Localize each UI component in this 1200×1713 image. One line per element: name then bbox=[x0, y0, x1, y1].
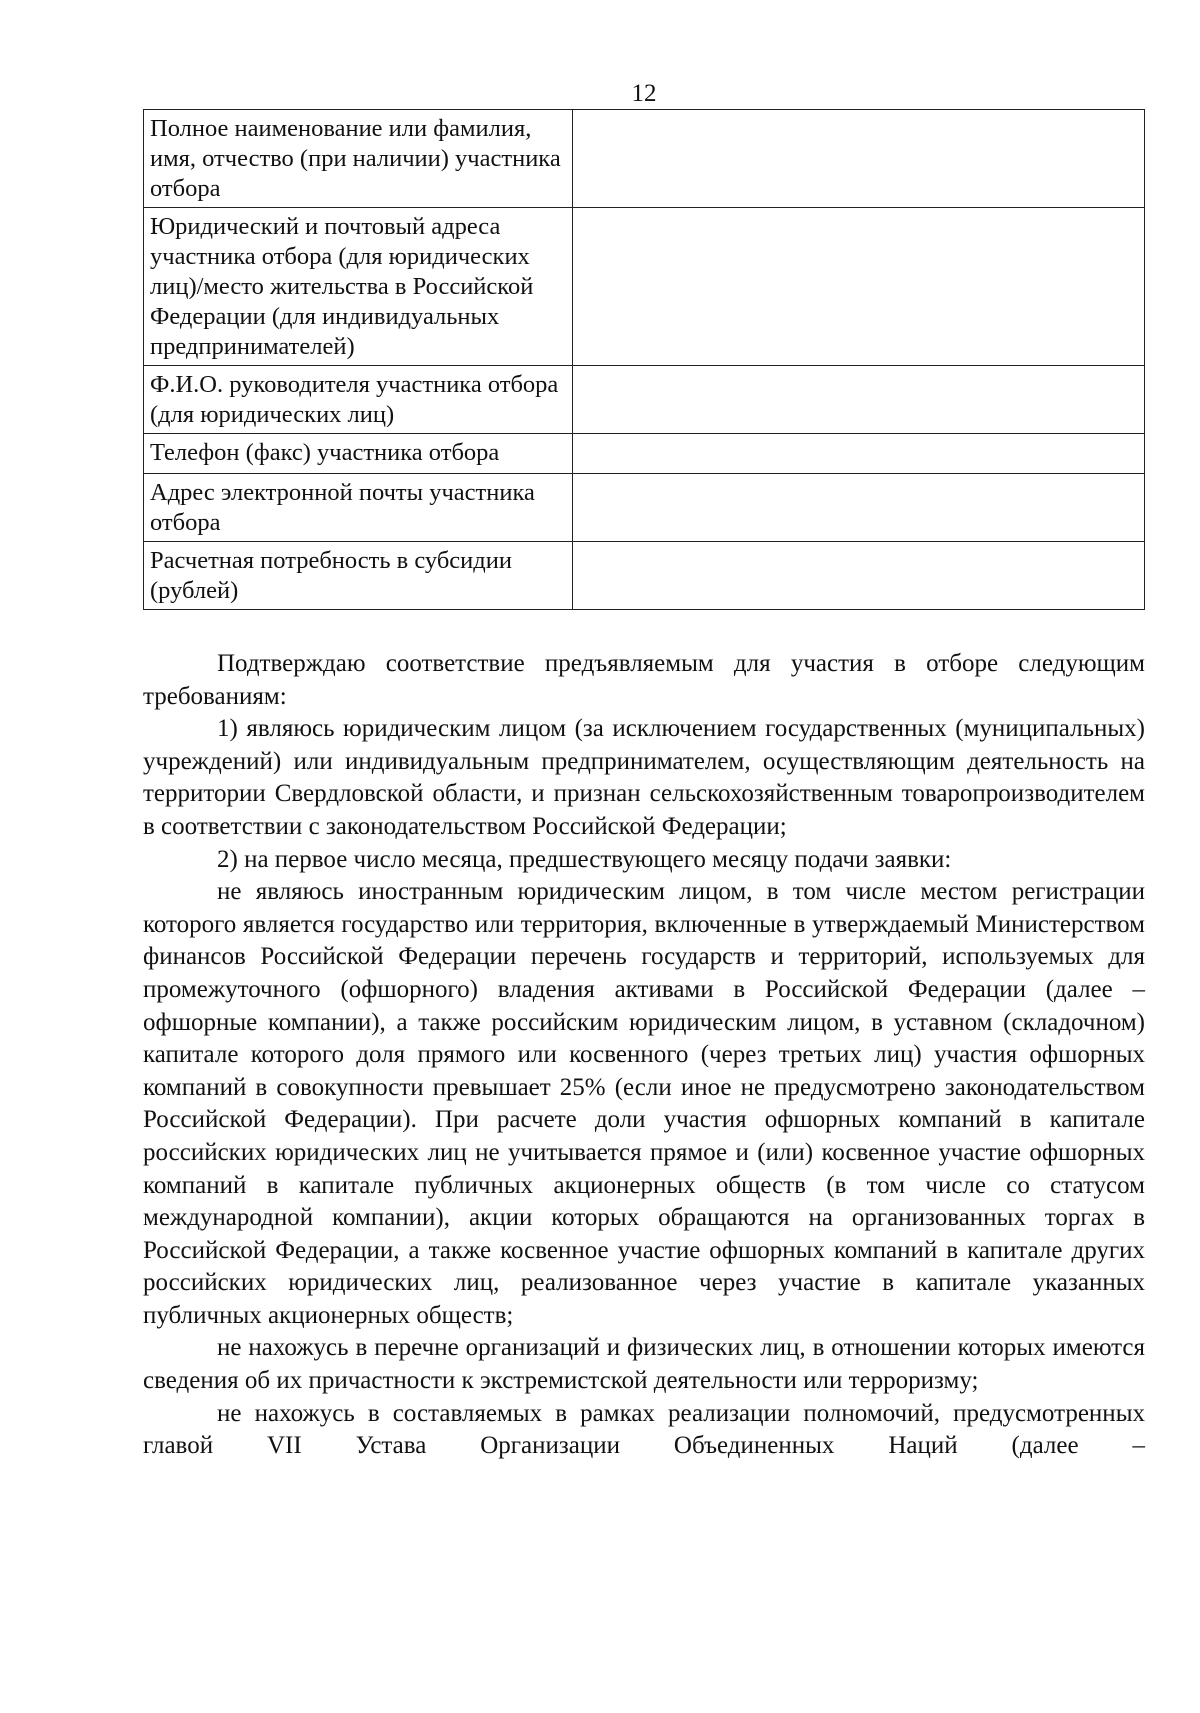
page-number: 12 bbox=[631, 80, 657, 107]
table-row-value bbox=[572, 434, 1144, 474]
table-row bbox=[144, 366, 1145, 434]
paragraph-requirement-2: 2) на первое число месяца, предшествующего месяцу подачи заявки: bbox=[217, 845, 952, 873]
applicant-info-table bbox=[143, 109, 1145, 610]
paragraph-confirmation: Подтверждаю соответствие предъявляемым для участия в отборе следующим требованиям: bbox=[143, 650, 1145, 710]
table-row bbox=[144, 110, 1145, 208]
table-row-value bbox=[572, 110, 1144, 208]
table-row bbox=[144, 208, 1145, 366]
table-row-value bbox=[572, 474, 1144, 542]
table-row-label: Адрес электронной почты участника отбора bbox=[144, 474, 573, 542]
table-row-value bbox=[572, 208, 1144, 366]
body-text bbox=[143, 648, 1145, 1463]
table-row-label: Расчетная потребность в субсидии (рублей) bbox=[144, 542, 573, 610]
paragraph-offshore: не являюсь иностранным юридическим лицом, в том числе местом регистрации которого является государство или территория, включенные в утверждаемый Министерством финансов Российской Федерации перечень государств и территорий, используемых для промежуточного (офшорного) владения активами в Российской Федерации (далее – офшорные компании), а также российским юридическим лицом, в уставном (складочном) капитале которого доля прямого или косвенного (через третьих лиц) участия офшорных компаний в совокупности превышает 25% (если иное не предусмотрено законодательством Российской Федерации). При расчете доли участия офшорных компаний в капитале российских юридических лиц не учитывается прямое и (или) косвенное участие офшорных компаний в капитале публичных акционерных обществ (в том числе со статусом международной компании), акции которых обращаются на организованных торгах в Российской Федерации, а также косвенное участие офшорных компаний в капитале других российских юридических лиц, реализованное через участие в капитале указанных публичных акционерных обществ; bbox=[143, 878, 1145, 1329]
table-row bbox=[144, 542, 1145, 610]
paragraph-requirement-1: 1) являюсь юридическим лицом (за исключением государственных (муниципальных) учреждений) или индивидуальным предпринимателем, осуществляющим деятельность на территории Свердловской области, и признан сельскохозяйственным товаропроизводителем в соответствии с законодательством Российской Федерации; bbox=[143, 715, 1145, 840]
paragraph-un-charter: не нахожусь в составляемых в рамках реализации полномочий, предусмотренных главой VII Устава Организации Объединенных Наций (далее – bbox=[143, 1399, 1145, 1460]
paragraph-extremism: не нахожусь в перечне организаций и физических лиц, в отношении которых имеются сведения об их причастности к экстремистской деятельности или терроризму; bbox=[143, 1334, 1145, 1395]
table-row bbox=[144, 474, 1145, 542]
table-row-value bbox=[572, 542, 1144, 610]
table-row bbox=[144, 434, 1145, 474]
table-row-label: Полное наименование или фамилия, имя, отчество (при наличии) участника отбора bbox=[144, 110, 573, 208]
table-row-label: Юридический и почтовый адреса участника отбора (для юридических лиц)/место жительства в Российской Федерации (для индивидуальных предпринимателей) bbox=[144, 208, 573, 366]
table-row-label: Ф.И.О. руководителя участника отбора (для юридических лиц) bbox=[144, 366, 573, 434]
table-row-value bbox=[572, 366, 1144, 434]
table-row-label: Телефон (факс) участника отбора bbox=[144, 434, 573, 474]
